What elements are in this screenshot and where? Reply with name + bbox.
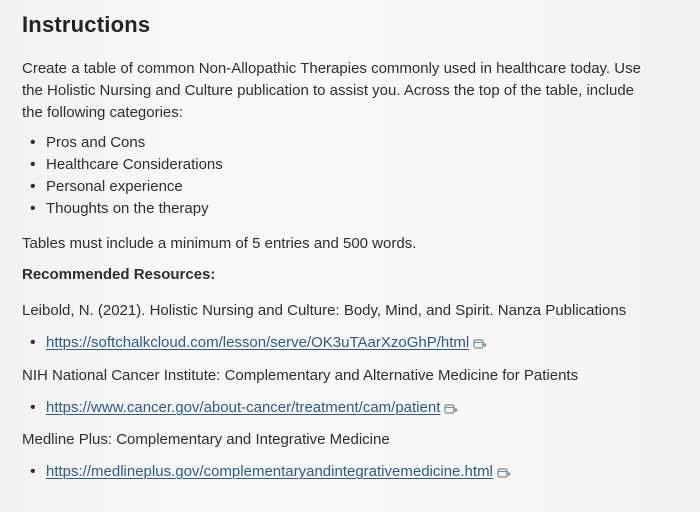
resource-source: Leibold, N. (2021). Holistic Nursing and Culture: Body, Mind, and Spirit. Nanza Publications: [22, 302, 627, 319]
page-title: Instructions: [22, 12, 151, 37]
bullet: •: [30, 399, 36, 416]
external-link-icon[interactable]: [497, 467, 511, 479]
resource-link-row: [30, 461, 511, 483]
external-link-icon[interactable]: [473, 338, 487, 350]
resource-source: Medline Plus: Complementary and Integrative Medicine: [22, 431, 390, 448]
resource-link-row: [30, 397, 458, 419]
resource-link[interactable]: https://softchalkcloud.com/lesson/serve/OK3uTAarXzoGhP/html: [46, 334, 470, 351]
resources-heading: Recommended Resources:: [22, 266, 216, 283]
intro-paragraph: Create a table of common Non-Allopathic Therapies commonly used in healthcare today. Use the Holistic Nursing and Culture publication to assist you. Across the top of the table, include the following categories:: [22, 60, 641, 121]
external-link-icon[interactable]: [444, 403, 458, 415]
bullet: •: [30, 463, 36, 480]
bullet: •: [30, 334, 36, 351]
resource-link[interactable]: https://medlineplus.gov/complementaryandintegrativemedicine.html: [46, 463, 493, 480]
list-item: • Healthcare Considerations: [30, 154, 223, 176]
resource-link-row: [30, 332, 487, 354]
list-item: • Personal experience: [30, 176, 223, 198]
list-item: • Pros and Cons: [30, 132, 223, 154]
category-list: [30, 132, 223, 220]
requirement-text: Tables must include a minimum of 5 entries and 500 words.: [22, 235, 417, 252]
resource-source: NIH National Cancer Institute: Complementary and Alternative Medicine for Patients: [22, 367, 579, 384]
resource-link[interactable]: https://www.cancer.gov/about-cancer/treatment/cam/patient: [46, 399, 441, 416]
list-item: • Thoughts on the therapy: [30, 198, 223, 220]
